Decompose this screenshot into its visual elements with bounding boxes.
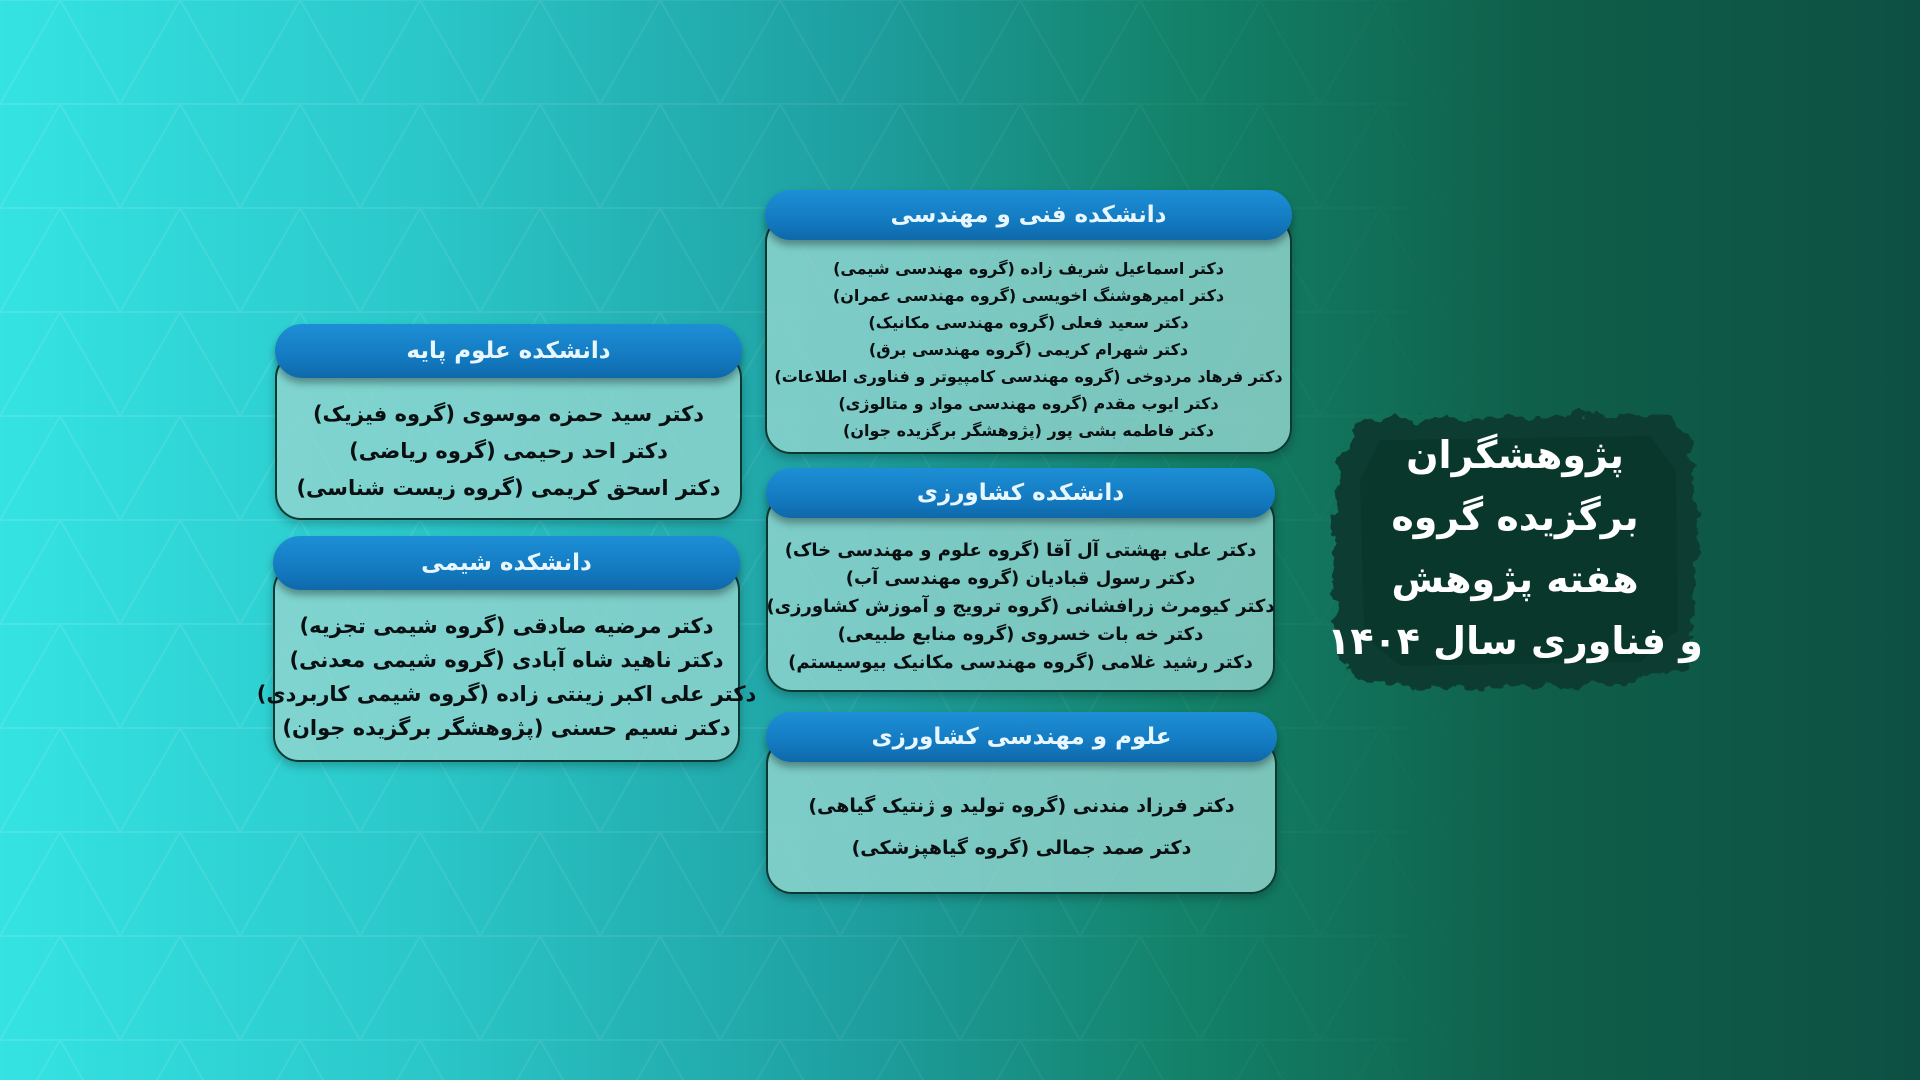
- list-item: دکتر ناهید شاه آبادی (گروه شیمی معدنی): [289, 648, 724, 672]
- list-item: دکتر رشید غلامی (گروه مهندسی مکانیک بیوسیستم): [788, 652, 1253, 673]
- list-item: دکتر خه بات خسروی (گروه منابع طبیعی): [837, 624, 1204, 645]
- list-item: دکتر علی اکبر زینتی زاده (گروه شیمی کاربردی): [256, 682, 757, 706]
- title-line: برگزیده گروه: [1391, 495, 1639, 539]
- list-item: دکتر اسحق کریمی (گروه زیست شناسی): [296, 475, 721, 500]
- title-line: هفته پژوهش: [1391, 557, 1639, 601]
- list-item: دکتر شهرام کریمی (گروه مهندسی برق): [868, 339, 1189, 359]
- list-item: دکتر سید حمزه موسوی (گروه فیزیک): [312, 401, 705, 426]
- list-item: دکتر اسماعیل شریف زاده (گروه مهندسی شیمی): [833, 258, 1224, 278]
- list-item: دکتر فرزاد مندنی (گروه تولید و ژنتیک گیاهی): [808, 795, 1235, 817]
- list-item: دکتر کیومرث زرافشانی (گروه ترویج و آموزش کشاورزی): [766, 596, 1275, 617]
- list-item: دکتر فرهاد مردوخی (گروه مهندسی کامپیوتر و فناوری اطلاعات): [774, 366, 1283, 386]
- card-engineering-header: دانشکده فنی و مهندسی: [765, 190, 1292, 240]
- card-chemistry-body: [256, 564, 757, 762]
- card-basic-sciences: [275, 324, 742, 520]
- card-agri-engineering: [766, 712, 1277, 894]
- list-item: دکتر احد رحیمی (گروه ریاضی): [349, 438, 668, 463]
- list-item: دکتر صمد جمالی (گروه گیاهپزشکی): [851, 837, 1192, 859]
- title-line: پژوهشگران: [1406, 433, 1624, 477]
- list-item: دکتر نسیم حسنی (پژوهشگر برگزیده جوان): [282, 716, 731, 740]
- card-agriculture-header: دانشکده کشاورزی: [766, 468, 1275, 518]
- card-agriculture: [766, 468, 1275, 692]
- card-engineering: [765, 190, 1292, 454]
- card-engineering-body: [765, 216, 1292, 454]
- title-line: و فناوری سال ۱۴۰۴: [1327, 619, 1703, 663]
- list-item: دکتر علی بهشتی آل آقا (گروه علوم و مهندسی خاک): [784, 540, 1257, 561]
- card-chemistry-header: دانشکده شیمی: [273, 536, 740, 590]
- list-item: دکتر امیرهوشنگ اخویسی (گروه مهندسی عمران): [832, 285, 1225, 305]
- page-title: [1320, 400, 1710, 696]
- list-item: دکتر ایوب مقدم (گروه مهندسی مواد و متالوژی): [838, 393, 1219, 413]
- card-chemistry: [256, 536, 757, 762]
- card-agriculture-body: [766, 494, 1275, 692]
- card-basic-sciences-header: دانشکده علوم پایه: [275, 324, 742, 378]
- card-agri-engineering-header: علوم و مهندسی کشاورزی: [766, 712, 1277, 762]
- list-item: دکتر مرضیه صادقی (گروه شیمی تجزیه): [299, 614, 714, 638]
- title-block: [1320, 400, 1710, 696]
- list-item: دکتر سعید فعلی (گروه مهندسی مکانیک): [868, 312, 1189, 332]
- list-item: دکتر رسول قبادیان (گروه مهندسی آب): [845, 568, 1196, 589]
- list-item: دکتر فاطمه بشی پور (پژوهشگر برگزیده جوان): [843, 420, 1214, 440]
